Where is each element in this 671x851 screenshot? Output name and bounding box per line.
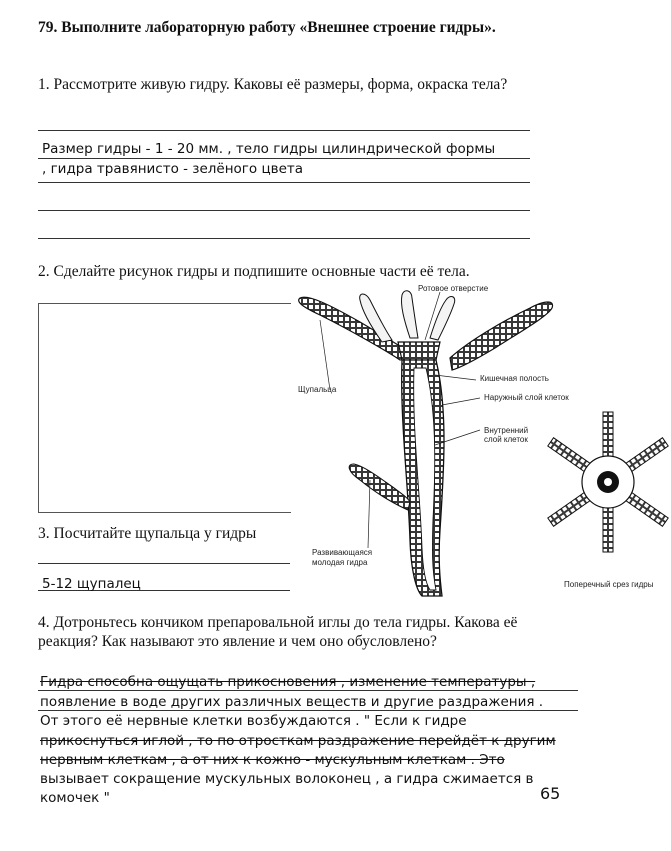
leader-lines [320,292,480,548]
answer-line-q1: Размер гидры - 1 - 20 мм. , тело гидры цилиндрической формы [42,141,496,157]
answer-line-q4: Гидра способна ощущать прикосновения , изменение температуры , [40,674,536,690]
answer-rule [38,158,530,159]
label-outer-layer: Наружный слой клеток [484,393,569,402]
question-2: 2. Сделайте рисунок гидры и подпишите основные части её тела. [38,263,470,280]
answer-line-q4: нервным клеткам , а от них к кожно - мускульным клеткам . Это [40,752,505,768]
label-inner-layer: Внутренний слой клеток [484,426,529,444]
answer-line-q4: комочек " [40,790,110,806]
answer-line-q4: прикоснуться иглой , то по отросткам раздражение перейдёт к другим [40,733,556,749]
label-cross-section: Поперечный срез гидры [564,580,654,589]
task-title [38,18,530,37]
answer-rule [38,130,530,131]
answer-line-q1: , гидра травянисто - зелёного цвета [42,161,304,177]
bud-shape [349,464,410,510]
answer-rule [38,238,530,239]
question-1: 1. Рассмотрите живую гидру. Каковы её размеры, форма, окраска тела? [38,76,508,93]
drawing-frame [38,303,291,513]
question-3: 3. Посчитайте щупальца у гидры [38,525,257,542]
answer-line-q4: вызывает сокращение мускульных волоконец , а гидра сжимается в [40,771,534,787]
answer-q3: 5-12 щупалец [42,576,141,592]
page-number: 65 [540,784,561,803]
answer-rule [38,710,578,711]
answer-rule [38,210,530,211]
answer-rule [38,690,578,691]
task-title-text: Выполните лабораторную работу «Внешнее строение гидры». [61,19,496,36]
answer-line-q4: От этого её нервные клетки возбуждаются . " Если к гидре [40,713,467,729]
question-4: 4. Дотроньтесь кончиком препаровальной иглы до тела гидры. Какова её реакция? Как называют это явление и чем оно обусловлено? [38,614,518,650]
answer-rule [38,563,290,564]
oral-cone-shape [398,342,440,360]
label-oral-opening: Ротовое отверстие [418,284,489,293]
label-bud: Развивающаяся молодая гидра [312,548,373,567]
label-gut: Кишечная полость [480,374,549,383]
label-tentacles: Щупальца [298,385,337,394]
answer-line-q4: появление в воде других различных веществ и другие раздражения . [40,694,544,710]
task-number: 79. [38,19,58,36]
cross-section [548,412,668,552]
answer-rule [38,182,530,183]
